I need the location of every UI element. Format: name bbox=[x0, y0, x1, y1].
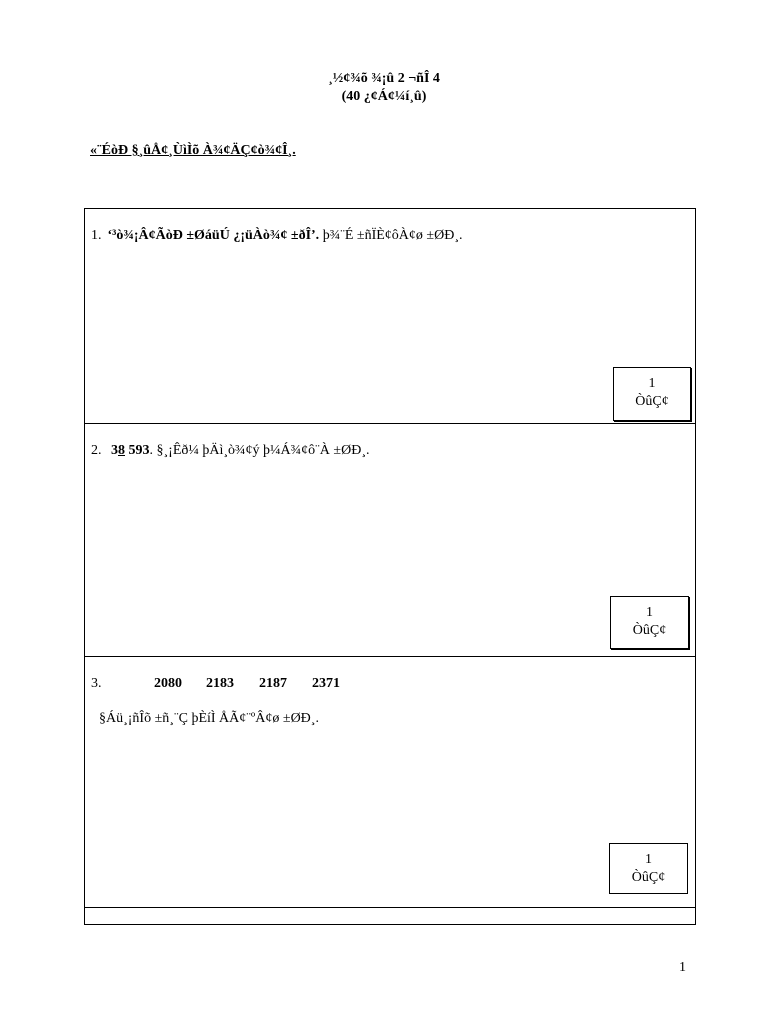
page-number: 1 bbox=[679, 960, 686, 975]
underlined-digit: 8 bbox=[118, 443, 125, 458]
empty-row bbox=[85, 908, 695, 924]
marks-label: ÒûÇ¢ bbox=[632, 623, 667, 638]
question-number: 1. bbox=[91, 228, 102, 243]
question-row-2 bbox=[85, 424, 695, 657]
question-2 bbox=[91, 443, 370, 459]
number-item: 2183 bbox=[206, 676, 234, 691]
question-table bbox=[84, 208, 696, 925]
question-number-value bbox=[111, 443, 150, 458]
marks-box bbox=[613, 367, 691, 421]
number-item: 2371 bbox=[312, 676, 340, 691]
marks-label: ÒûÇ¢ bbox=[635, 394, 669, 409]
marks-label: ÒûÇ¢ bbox=[631, 870, 666, 885]
page-header bbox=[0, 70, 768, 106]
question-number: 2. bbox=[91, 443, 102, 458]
question-text: . §¸¡Êð¼ þÄì¸ò¾¢ý þ¼Á¾¢ô¨À ±ØÐ¸. bbox=[149, 443, 370, 458]
question-1 bbox=[91, 228, 462, 244]
question-row-1 bbox=[85, 209, 695, 424]
question-row-3 bbox=[85, 657, 695, 908]
paper-duration: (40 ¿¢Á¢¼í¸û) bbox=[341, 89, 427, 104]
marks-box bbox=[610, 596, 689, 649]
digit-tail: 593 bbox=[125, 443, 150, 458]
marks-value: 1 bbox=[646, 605, 653, 620]
question-bold-text: ‘³ò¾¡Â¢ÃòÐ ±ØáüÚ ¿¡üÀò¾¢ ±ðÎ’. bbox=[107, 228, 320, 243]
number-item: 2080 bbox=[154, 676, 182, 691]
paper-title: ¸½¢¾õ ¾¡û 2 ¬ñÎ 4 bbox=[328, 71, 440, 86]
marks-value: 1 bbox=[645, 852, 652, 867]
question-3-number: 3. bbox=[91, 676, 102, 691]
question-text: §Áü¸¡ñÎõ ±ñ¸¨Ç þÈíÌ ÅÃ¢¨ºÂ¢ø ±ØÐ¸. bbox=[99, 711, 319, 726]
digit-lead: 3 bbox=[111, 443, 118, 458]
marks-value: 1 bbox=[648, 376, 656, 391]
marks-box bbox=[609, 843, 688, 894]
question-text: þ¾¨É ±ñÏÈ¢ôÀ¢ø ±ØÐ¸. bbox=[322, 228, 463, 243]
number-item: 2187 bbox=[259, 676, 287, 691]
instruction: «¨ÉòÐ §¸ûÅ¢¸ÙìÌõ À¾¢ÄÇ¢ò¾¢Î¸. bbox=[90, 143, 296, 158]
